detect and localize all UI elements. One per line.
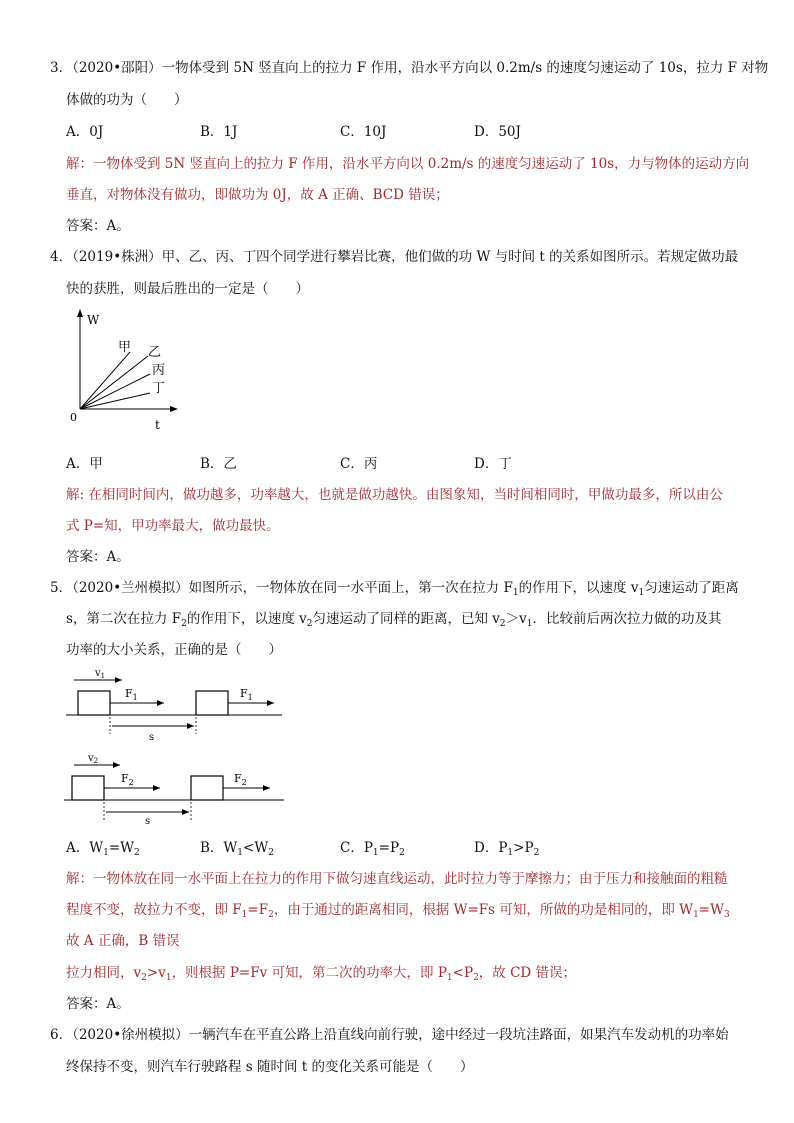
q5-answer: 答案：A。	[66, 996, 130, 1012]
q5-solution-line3: 故 A 正确，B 错误	[66, 933, 180, 949]
q5-stem-line3: 功率的大小关系，正确的是（ ）	[66, 642, 282, 658]
q5-solution-line4: 拉力相同，$v_2>v_1$，则根据 P=Fv 可知，第二次的功率大，即 $P_1<P_2$，故 CD 错误；	[66, 965, 577, 983]
block-end-1	[196, 691, 228, 715]
origin-label: 0	[70, 411, 77, 424]
line-jia	[80, 352, 130, 409]
line-bing	[80, 374, 150, 409]
f1-label-a: $F_1$	[125, 687, 138, 702]
label-bing: 丙	[152, 363, 166, 378]
scenario-1	[66, 668, 282, 743]
x-axis-arrow	[170, 406, 178, 412]
q5-solution-line2: 程度不变，故拉力不变，即 $F_1=F_2$，由于通过的距离相同，根据 W=Fs 可知，所做的功是相同的，即 $W_1=W_3$	[66, 902, 730, 920]
q5-stem-line2: s，第二次在拉力 $F_2$的作用下，以速度 $v_2$匀速运动了同样的距离，已知 $v_2>v_1$．比较前后两次拉力做的功及其	[66, 611, 722, 629]
f1-label-b: $F_1$	[240, 687, 253, 702]
label-jia: 甲	[118, 340, 132, 355]
v1-label: $v_1$	[95, 668, 106, 680]
q5-solution-line1: 解：一物体放在同一水平面上在拉力的作用下做匀速直线运动，此时拉力等于摩擦力；由于压力和接触面的粗糙	[66, 871, 728, 887]
q6-stem-line1: 6．（2020•徐州模拟）一辆汽车在平直公路上沿直线向前行驶，途中经过一段坑洼路面，如果汽车发动机的功率始	[50, 1027, 729, 1043]
q6-stem-line2: 终保持不变，则汽车行驶路程 s 随时间 t 的变化关系可能是（ ）	[66, 1059, 474, 1075]
q5-stem-line1: 5．（2020•兰州模拟）如图所示，一物体放在同一水平面上，第一次在拉力 $F_1$的作用下，以速度 $v_1$匀速运动了距离	[50, 580, 739, 598]
q4-option-a: A．甲	[66, 456, 103, 472]
q4-solution-line2: 式 P=知，甲功率最大，做功最快。	[66, 518, 280, 534]
q3-stem-line1: 3．（2020•邵阳）一物体受到 5N 竖直向上的拉力 F 作用，沿水平方向以 0.2m/s 的速度匀速运动了 10s，拉力 F 对物	[50, 60, 769, 76]
q4-stem-line1: 4．（2019•株洲）甲、乙、丙、丁四个同学进行攀岩比赛，他们做的功 W 与时间 t 的关系如图所示。若规定做功最	[50, 249, 739, 265]
q4-stem-line2: 快的获胜，则最后胜出的一定是（ ）	[66, 281, 309, 297]
q4-option-c: C．丙	[340, 456, 378, 472]
q3-option-a: A．0J	[66, 124, 104, 140]
label-ding: 丁	[152, 381, 166, 396]
q5-option-c: C．$P_1=P_2$	[340, 840, 405, 858]
q3-option-c: C．10J	[340, 124, 387, 140]
q5-option-a: A．$W_1=W_2$	[66, 840, 140, 858]
scenario-2	[64, 753, 284, 827]
q5-option-d: D．$P_1>P_2$	[474, 840, 540, 858]
q4-solution-line1: 解: 在相同时间内，做功越多，功率越大，也就是做功越快。由图象知，当时间相同时，甲做功最多，所以由公	[66, 487, 723, 503]
x-axis-label: t	[155, 418, 160, 432]
q3-option-d: D．50J	[474, 124, 521, 140]
q4-option-d: D．丁	[474, 456, 512, 472]
q3-solution-line1: 解：一物体受到 5N 竖直向上的拉力 F 作用，沿水平方向以 0.2m/s 的速度匀速运动了 10s，力与物体的运动方向	[66, 156, 750, 172]
s-label-2: s	[145, 816, 151, 827]
block-start-1	[78, 691, 110, 715]
q4-option-b: B．乙	[200, 456, 237, 472]
q3-answer: 答案：A。	[66, 218, 130, 234]
f2-label-b: $F_2$	[234, 772, 247, 787]
q4-answer: 答案：A。	[66, 549, 130, 565]
q5-force-diagram	[62, 662, 287, 827]
q4-work-time-graph	[60, 306, 190, 434]
y-axis-label: W	[87, 313, 100, 327]
label-yi: 乙	[148, 345, 162, 360]
f2-label-a: $F_2$	[121, 772, 134, 787]
block-start-2	[72, 776, 104, 800]
q3-option-b: B．1J	[200, 124, 238, 140]
v2-label: $v_2$	[88, 753, 99, 765]
s-label-1: s	[149, 732, 155, 743]
q3-stem-line2: 体做的功为（ ）	[66, 92, 188, 108]
y-axis-arrow	[77, 309, 83, 317]
block-end-2	[191, 776, 223, 800]
q3-solution-line2: 垂直，对物体没有做功，即做功为 0J，故 A 正确、BCD 错误；	[66, 187, 449, 203]
q5-option-b: B．$W_1<W_2$	[200, 840, 274, 858]
